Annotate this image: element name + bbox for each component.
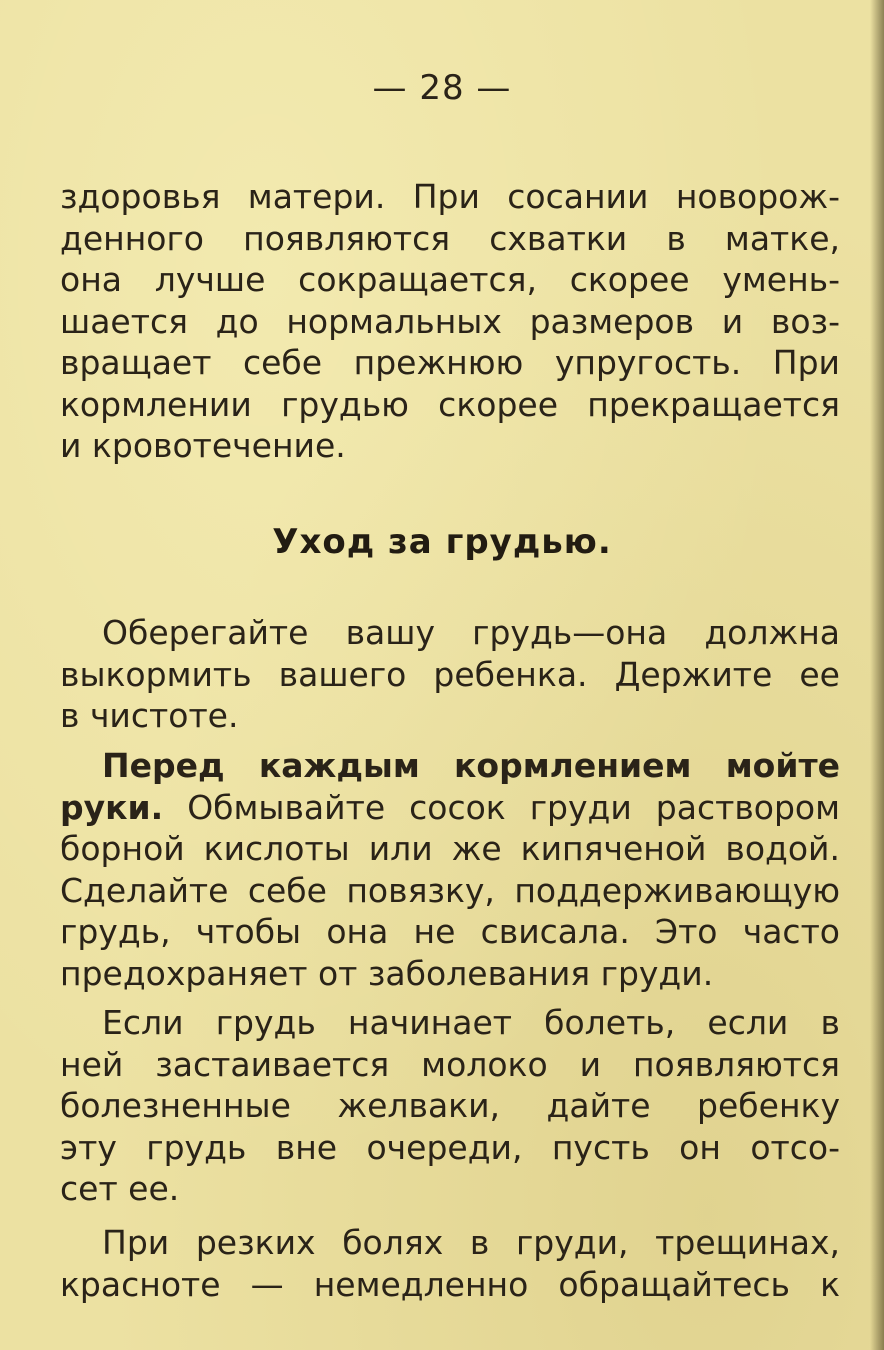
text-line: вращает себе прежнюю упругость. При (60, 343, 840, 382)
text-line: она лучше сокращается, скорее умень- (60, 260, 840, 299)
text-line: Оберегайте вашу грудь—она должна (102, 613, 840, 652)
text-line: грудь, чтобы она не свисала. Это часто (60, 912, 840, 951)
text-line: эту грудь вне очереди, пусть он отсо- (60, 1127, 840, 1167)
paragraph-4 (60, 1002, 840, 1210)
text-line: ней застаивается молоко и появляются (60, 1044, 840, 1084)
text-line: шается до нормальных размеров и воз- (60, 301, 840, 341)
paragraph-5 (60, 1222, 840, 1305)
text-line: борной кислоты или же кипяченой водой. (60, 829, 840, 868)
text-line: выкормить вашего ребенка. Держите ее (60, 654, 840, 694)
text-line: кормлении грудью скорее прекращается (60, 384, 840, 424)
page-edge-shadow (870, 0, 884, 1350)
text-line: Сделайте себе повязку, поддерживающую (60, 870, 840, 910)
paragraph-1 (60, 176, 840, 467)
text-line: и кровотечение. (60, 426, 346, 465)
text-line: красноте — немедленно обращайтесь к (60, 1264, 840, 1304)
bold-text: руки. (60, 787, 164, 827)
text-line: Если грудь начинает болеть, если в (102, 1003, 840, 1042)
text-line: сет ее. (60, 1169, 180, 1208)
paragraph-3 (60, 745, 840, 994)
text-line (60, 787, 840, 829)
paragraph-2 (60, 612, 840, 737)
bold-text-line: Перед каждым кормлением мойте (102, 746, 840, 785)
section-heading: Уход за грудью. (272, 522, 612, 562)
text-line: денного появляются схватки в матке, (60, 218, 840, 258)
text-line: предохраняет от заболевания груди. (60, 953, 714, 993)
page-number: — 28 — (372, 68, 512, 108)
text-line: болезненные желваки, дайте ребенку (60, 1086, 840, 1125)
text-span: Обмывайте сосок груди раствором (163, 787, 840, 827)
text-line: здоровья матери. При сосании новорож- (60, 177, 840, 216)
text-line: При резких болях в груди, трещинах, (102, 1223, 840, 1262)
text-line: в чистоте. (60, 696, 239, 735)
